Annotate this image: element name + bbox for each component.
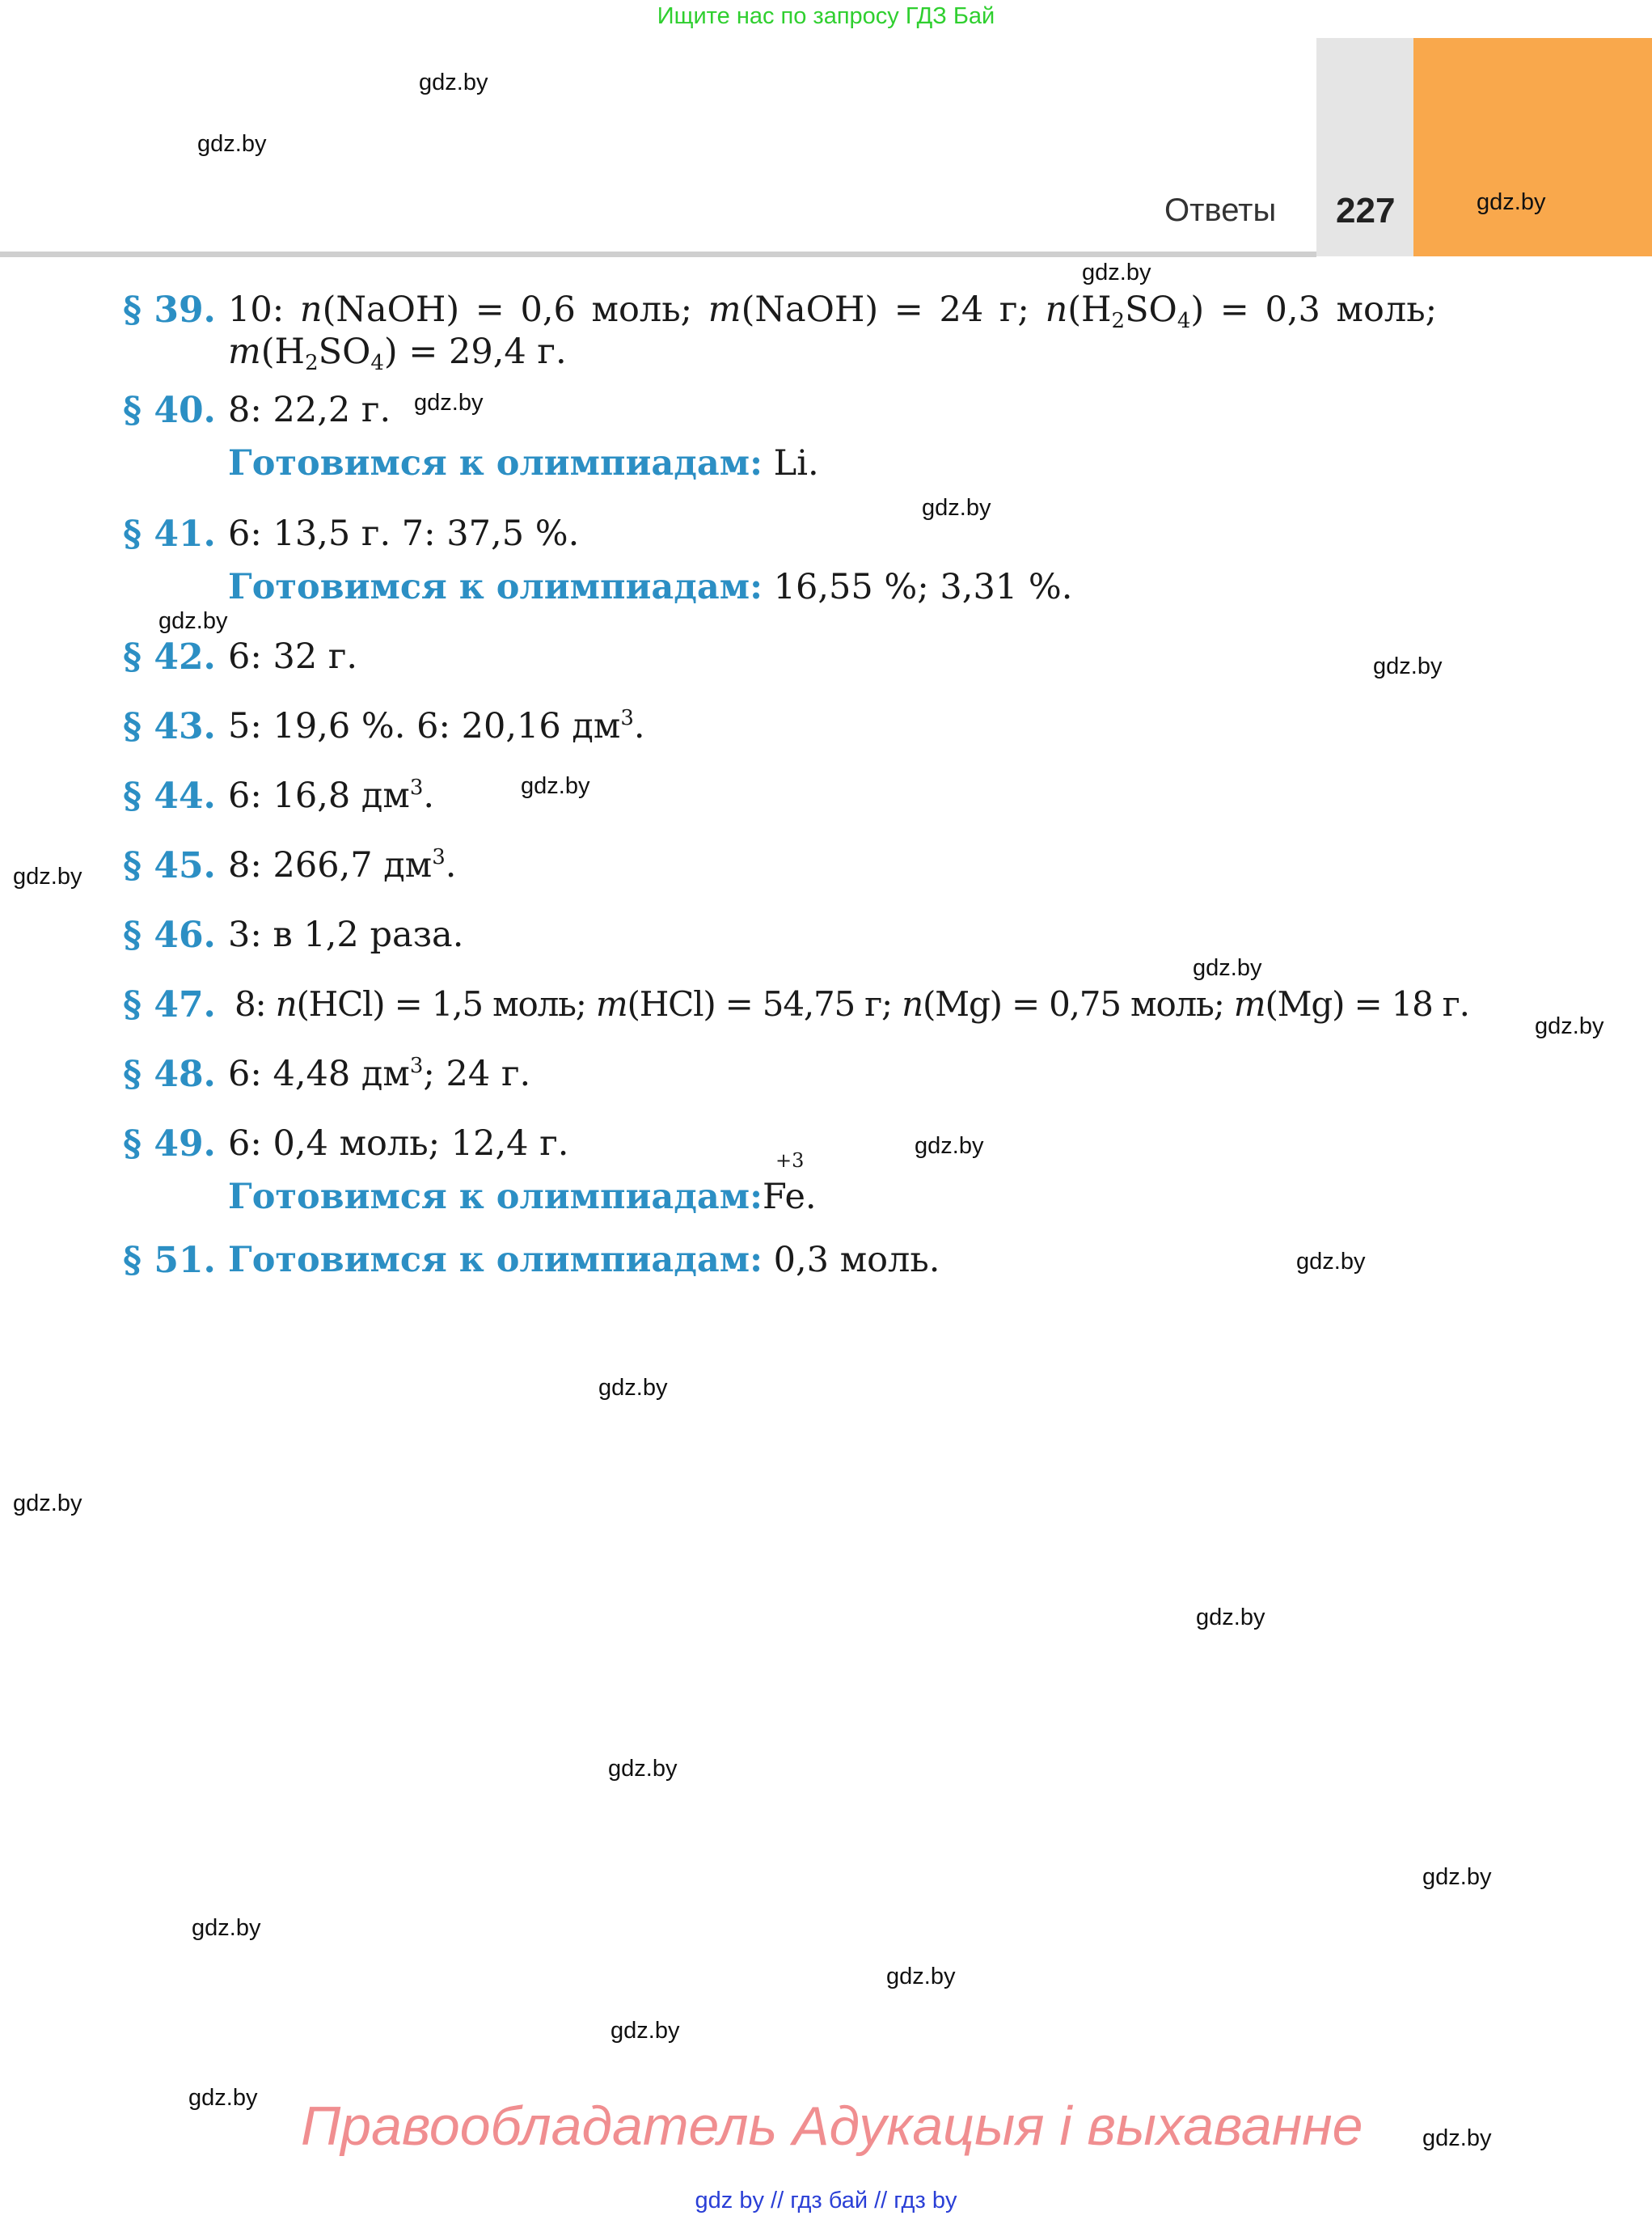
answer-text: 5: 19,6 %. 6: 20,16 $дм^3$.: [228, 706, 645, 746]
section-number: § 49.: [123, 1123, 216, 1165]
answer-text: 8: 266,7 $дм^3$.: [228, 845, 457, 886]
section-number: § 39.: [123, 290, 216, 331]
watermark: gdz.by: [13, 1490, 82, 1516]
olympiad-answer: Готовимся к олимпиадам: 16,55 %; 3,31 %.: [228, 567, 1073, 607]
header-orange-tab: [1413, 38, 1652, 256]
watermark: gdz.by: [192, 1915, 261, 1941]
answer-text: 6: 13,5 г. 7: 37,5 %.: [228, 514, 580, 554]
section-number: § 48.: [123, 1054, 216, 1095]
answer-text: 8: n(HCl) = 1,5 моль; m(HCl) = 54,75 г; n(Mg) = 0,75 моль; m(Mg) = 18 г.: [234, 984, 1469, 1024]
footer-links[interactable]: gdz by // гдз бай // гдз by: [695, 2188, 957, 2213]
olympiad-answer: Готовимся к олимпиадам:Fe. +3: [228, 1149, 817, 1217]
watermark: gdz.by: [608, 1756, 678, 1782]
answer-text: 6: 16,8 $дм^3$.: [228, 776, 435, 816]
answer-text: 6: 4,48 $дм^3$; 24 г.: [228, 1054, 531, 1094]
section-number: § 46.: [123, 915, 216, 956]
watermark: gdz.by: [13, 864, 82, 890]
section-title: Ответы: [1164, 192, 1277, 228]
oxidation-state: +3: [775, 1149, 805, 1172]
watermark: gdz.by: [419, 70, 488, 95]
top-search-hint[interactable]: Ищите нас по запросу ГДЗ Бай: [657, 3, 995, 29]
section-number: § 40.: [123, 390, 216, 431]
section-number: § 51.: [123, 1240, 216, 1281]
answer-text: 10: n(NaOH) = 0,6 моль; m(NaOH) = 24 г; $n(H_2SO_4) = 0,3$ моль;: [228, 290, 1438, 333]
watermark: gdz.by: [1422, 1864, 1492, 1890]
watermark: gdz.by: [915, 1133, 984, 1159]
section-number: § 41.: [123, 514, 216, 555]
watermark: gdz.by: [1296, 1249, 1366, 1275]
rights-holder-notice: Правообладатель Адукацыя і выхаванне: [301, 2095, 1363, 2157]
watermark: gdz.by: [1422, 2125, 1492, 2151]
watermark: gdz.by: [886, 1964, 956, 1989]
answer-text: 6: 0,4 моль; 12,4 г.: [228, 1123, 569, 1164]
answer-text: 8: 22,2 г.: [228, 390, 391, 430]
watermark: gdz.by: [414, 390, 484, 416]
answer-text: $m(H_2SO_4) = 29,4$ г.: [228, 332, 567, 375]
watermark: gdz.by: [1373, 653, 1443, 679]
section-number: § 44.: [123, 776, 216, 817]
page-number: 227: [1336, 191, 1396, 230]
watermark: gdz.by: [922, 495, 991, 521]
watermark: gdz.by: [1477, 189, 1546, 215]
watermark: gdz.by: [611, 2018, 680, 2044]
olympiad-answer: Готовимся к олимпиадам: 0,3 моль.: [228, 1240, 940, 1280]
header-divider: [0, 252, 1316, 257]
section-number: § 45.: [123, 845, 216, 886]
watermark: gdz.by: [188, 2085, 258, 2111]
watermark: gdz.by: [158, 608, 228, 634]
watermark: gdz.by: [1196, 1605, 1265, 1630]
watermark: gdz.by: [521, 773, 590, 799]
section-number: § 43.: [123, 706, 216, 747]
section-number: § 42.: [123, 636, 216, 678]
answer-text: 6: 32 г.: [228, 636, 358, 677]
answer-text: 3: в 1,2 раза.: [228, 915, 464, 955]
section-number: § 47.: [123, 984, 216, 1025]
watermark: gdz.by: [1082, 260, 1151, 285]
watermark: gdz.by: [197, 131, 267, 157]
watermark: gdz.by: [598, 1375, 668, 1401]
watermark: gdz.by: [1535, 1013, 1604, 1039]
olympiad-answer: Готовимся к олимпиадам: Li.: [228, 443, 819, 484]
watermark: gdz.by: [1193, 955, 1262, 981]
